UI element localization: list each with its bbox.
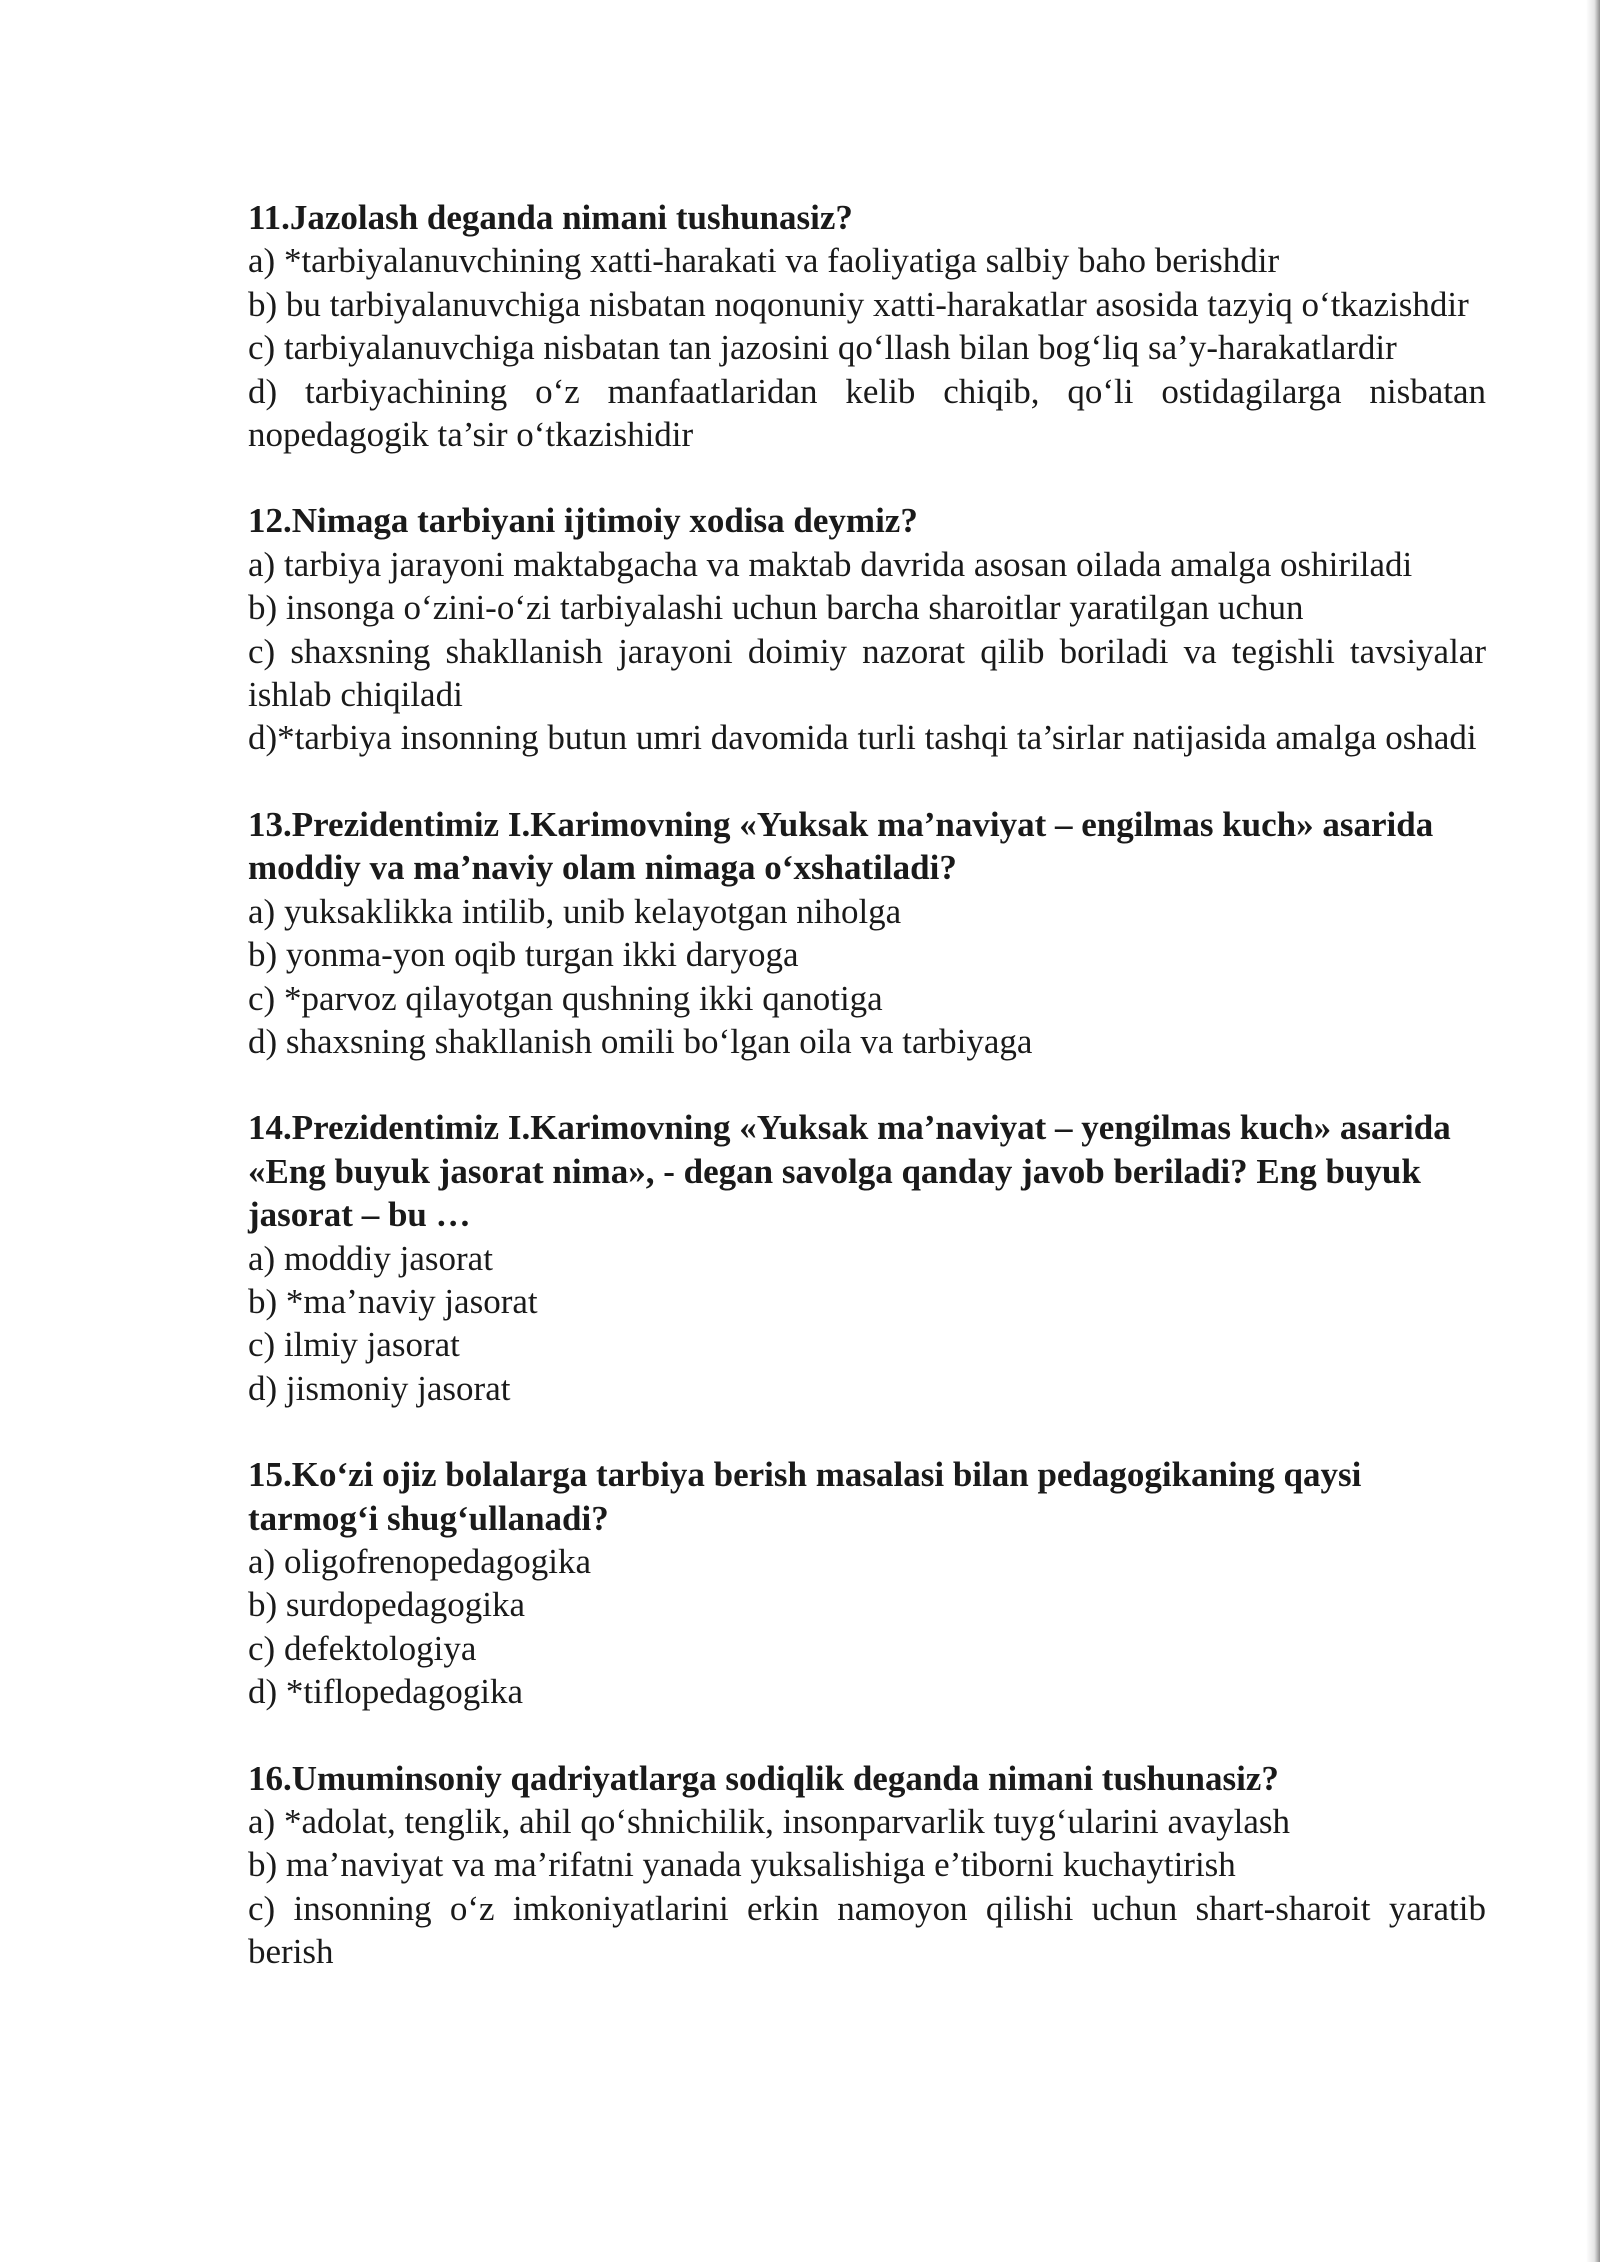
answer-option-c: c) ilmiy jasorat [248,1325,460,1365]
question-title: 16.Umuminsoniy qadriyatlarga sodiqlik deganda nimani tushunasiz? [248,1758,1279,1798]
answer-option-d: d) shaxsning shakllanish omili bo‘lgan oila va tarbiyaga [248,1021,1033,1061]
answer-option-a: a) tarbiya jarayoni maktabgacha va maktab davrida asosan oilada amalga oshiriladi [248,544,1413,584]
question-title: 11.Jazolash deganda nimani tushunasiz? [248,198,853,237]
answer-option-c: c) tarbiyalanuvchiga nisbatan tan jazosini qo‘llash bilan bog‘liq sa’y-harakatlardir [248,328,1397,368]
answer-option-d: d) *tiflopedagogika [248,1672,524,1712]
answer-option-a: a) *tarbiyalanuvchining xatti-harakati va faoliyatiga salbiy baho berishdir [248,241,1280,281]
question-12 [248,499,1486,759]
question-title: 13.Prezidentimiz I.Karimovning «Yuksak ma’naviyat – engilmas kuch» asarida moddiy va ma’naviy olam nimaga o‘xshatiladi? [248,804,1434,888]
question-13 [248,803,1486,1063]
answer-option-b: b) yonma-yon oqib turgan ikki daryoga [248,935,799,975]
answer-option-a: a) moddiy jasorat [248,1238,493,1278]
question-15 [248,1453,1486,1713]
answer-option-d: d)*tarbiya insonning butun umri davomida turli tashqi ta’sirlar natijasida amalga oshadi [248,718,1477,758]
question-14 [248,1106,1486,1410]
question-16 [248,1757,1486,1974]
answer-option-b: b) *ma’naviy jasorat [248,1281,538,1321]
answer-option-c: c) shaxsning shakllanish jarayoni doimiy nazorat qilib boriladi va tegishli tavsiyalar ishlab chiqiladi [248,631,1486,715]
question-title: 12.Nimaga tarbiyani ijtimoiy xodisa deymiz? [248,501,918,541]
question-11 [248,196,1486,456]
answer-option-b: b) ma’naviyat va ma’rifatni yanada yuksalishiga e’tiborni kuchaytirish [248,1845,1236,1885]
answer-option-a: a) *adolat, tenglik, ahil qo‘shnichilik, insonparvarlik tuyg‘ularini avaylash [248,1802,1290,1841]
answer-option-a: a) oligofrenopedagogika [248,1541,592,1581]
question-title: 15.Ko‘zi ojiz bolalarga tarbiya berish masalasi bilan pedagogikaning qaysi tarmog‘i shug‘ullanadi? [248,1455,1362,1538]
page-edge-shadow [1586,0,1600,2262]
answer-option-b: b) insonga o‘zini-o‘zi tarbiyalashi uchun barcha sharoitlar yaratilgan uchun [248,588,1304,628]
answer-option-c: c) *parvoz qilayotgan qushning ikki qanotiga [248,978,883,1018]
answer-option-b: b) surdopedagogika [248,1585,526,1625]
answer-option-a: a) yuksaklikka intilib, unib kelayotgan niholga [248,891,902,931]
answer-option-d: d) tarbiyachining o‘z manfaatlaridan kelib chiqib, qo‘li ostidagilarga nisbatan nopedagogik ta’sir o‘tkazishidir [248,371,1486,455]
answer-option-d: d) jismoniy jasorat [248,1368,511,1408]
answer-option-c: c) defektologiya [248,1628,477,1668]
answer-option-c: c) insonning o‘z imkoniyatlarini erkin namoyon qilishi uchun shart-sharoit yaratib berish [248,1888,1486,1972]
answer-option-b: b) bu tarbiyalanuvchiga nisbatan noqonuniy xatti-harakatlar asosida tazyiq o‘tkazishdir [248,284,1469,324]
document-page [248,196,1486,2017]
question-title: 14.Prezidentimiz I.Karimovning «Yuksak ma’naviyat – yengilmas kuch» asarida «Eng buyuk jasorat nima», - degan savolga qanday javob beriladi? Eng buyuk jasorat – bu … [248,1108,1451,1235]
